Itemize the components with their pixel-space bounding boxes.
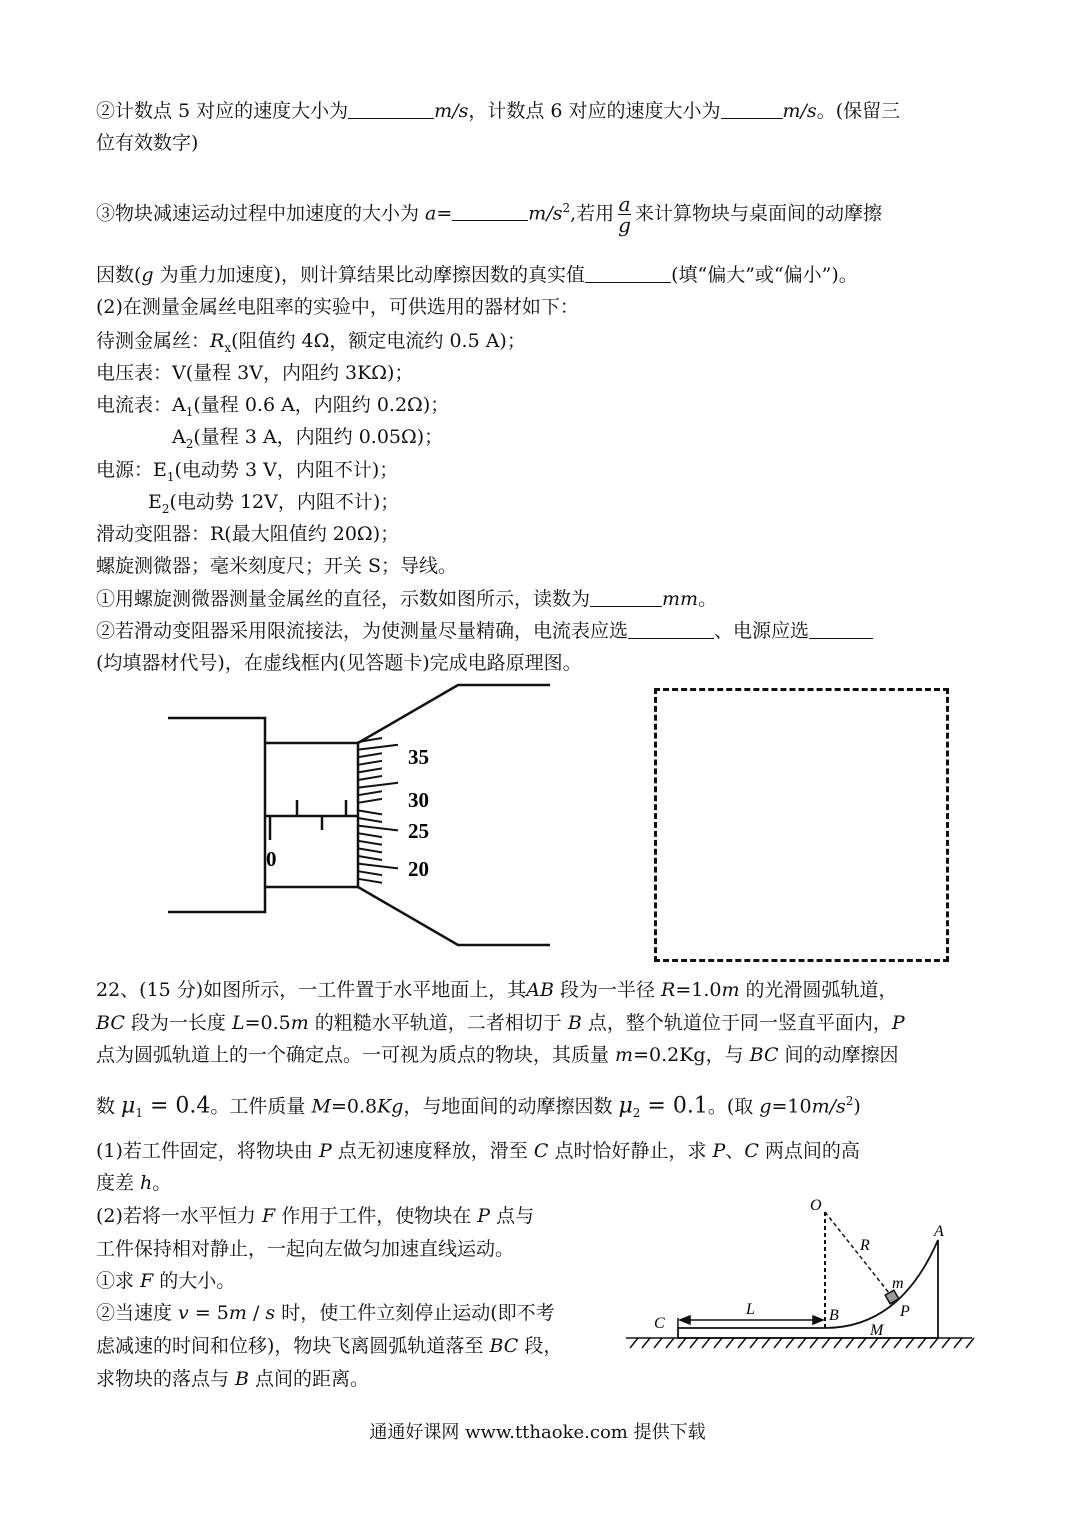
q22-part2-q2-line2: 虑减速的时间和位移)，物块飞离圆弧轨道落至 BC 段， [96,1335,563,1357]
blank-reading[interactable] [590,588,662,607]
thimble-tick [358,776,382,780]
label-p: P [900,1303,910,1320]
ground-hatch [966,1338,974,1348]
ground-hatch [858,1338,866,1348]
thimble-tick [358,753,382,757]
thimble-tick [358,879,382,883]
ground-hatch [750,1338,758,1348]
line-ammeter-a1: 电流表：$A_1$(量程 0.6 A，内阻约 0.2Ω)； [96,394,450,419]
q22-line1: 22、(15 分)如图所示，一工件置于水平地面上，其AB 段为一半径 R=1.0m 的光滑圆弧轨道， [96,979,898,1001]
line-source-e2: $E_2$(电动势 12V，内阻不计)； [148,491,400,516]
thimble-tick [358,871,382,875]
q22-line4: 数 $\mu_1 = 0.4$。工件质量 M=0.8Kg，与地面间的动摩擦因数 $\mu_2 = 0.1$。(取 $g=10m/s^2$) [96,1093,861,1121]
ground-hatch [642,1338,650,1348]
line-friction-compare: 因数(g 为重力加速度)，则计算结果比动摩擦因数的真实值 (填“偏大”或“偏小”)。 [96,264,858,286]
label-b: B [829,1307,839,1324]
sleeve-label-0: 0 [266,847,277,871]
line-reading: ①用螺旋测微器测量金属丝的直径，示数如图所示，读数为 mm。 [96,588,718,610]
arrow-head-right [813,1316,823,1324]
line-voltmeter: 电压表：V(量程 3V，内阻约 3KΩ)； [96,362,414,384]
ground-hatch [762,1338,770,1348]
ground-hatch [630,1338,638,1348]
fraction-a-over-g: $\frac{a}{g}$ [618,191,631,237]
label-c: C [654,1315,665,1332]
thimble-tick [358,761,382,765]
answer-box[interactable] [654,688,949,962]
label-l: L [746,1301,755,1318]
thimble-tick [358,768,382,772]
thimble-tick [358,856,382,860]
line-sig-digits: 位有效数字) [96,132,199,154]
ground-hatch [786,1338,794,1348]
thimble-tick [358,864,398,869]
thimble-tick [358,799,382,803]
line-q3-acceleration: ③物块减速运动过程中加速度的大小为 $a= m/s^2$,若用 $\frac{a}{g}$ 来计算物块与桌面间的动摩擦 [96,191,882,237]
ground-hatch [714,1338,722,1348]
thimble-tick [358,826,398,831]
thimble-label-20: 20 [408,857,429,881]
thimble-label-35: 35 [408,745,429,769]
ground-hatch [882,1338,890,1348]
ground-hatch [738,1338,746,1348]
ground-hatch [930,1338,938,1348]
thimble-label-30: 30 [408,788,429,812]
ground-hatch [726,1338,734,1348]
thimble-label-25: 25 [408,819,429,843]
micrometer-figure [160,680,560,950]
label-a: A [934,1223,944,1240]
ground-hatch [846,1338,854,1348]
thimble-tick [358,783,398,788]
q22-line2: BC 段为一长度 L=0.5m 的粗糙水平轨道，二者相切于 B 点，整个轨道位于同一竖直平面内，P [96,1012,905,1034]
q22-part2-line2: 工件保持相对静止，一起向左做匀加速直线运动。 [96,1238,515,1260]
blank-bias[interactable] [585,264,671,283]
ground-hatch [690,1338,698,1348]
blank-v6[interactable] [721,100,783,119]
anvil-frame [168,718,265,912]
track-figure [620,1190,980,1365]
q22-part1-line1: (1)若工件固定，将物块由 P 点无初速度释放，滑至 C 点时恰好静止，求 P、C 两点间的高 [96,1140,860,1162]
ground-hatch [774,1338,782,1348]
thimble [358,685,550,945]
ground-hatch [810,1338,818,1348]
line-ammeter-a2: $A_2$(量程 3 A，内阻约 0.05Ω)； [172,426,444,451]
label-o: O [810,1197,822,1214]
q22-part2-q2-line1: ②当速度 v = 5m / s 时，使工件立刻停止运动(即不考 [96,1302,555,1324]
ground-hatch [942,1338,950,1348]
q22-line3: 点为圆弧轨道上的一个确定点。一可视为质点的物块，其质量 m=0.2Kg，与 BC 间的动摩擦因 [96,1044,899,1066]
blank-a[interactable] [452,202,528,221]
line-source-e1: 电源：$E_1$(电动势 3 V，内阻不计)； [96,459,399,484]
q22-part2-line1: (2)若将一水平恒力 F 作用于工件，使物块在 P 点与 [96,1205,535,1227]
blank-ammeter[interactable] [628,620,714,639]
label-r: R [860,1237,870,1254]
thimble-tick [358,818,382,822]
thimble-tick [358,810,382,814]
label-m: m [892,1275,904,1292]
ground-hatch [954,1338,962,1348]
thimble-tick [358,791,382,795]
thimble-tick [358,848,382,852]
ground-hatch [870,1338,878,1348]
ground-hatch [894,1338,902,1348]
ground-hatch [702,1338,710,1348]
line-part2-intro: (2)在测量金属丝电阻率的实验中，可供选用的器材如下： [96,296,579,318]
blank-v5[interactable] [348,100,434,119]
line-choose: ②若滑动变阻器采用限流接法，为使测量尽量精确，电流表应选 、电源应选 [96,618,873,644]
line-rx: 待测金属丝：$R_x$(阻值约 4Ω，额定电流约 0.5 A)； [96,330,526,355]
ground-hatch [666,1338,674,1348]
line-q2-velocity: ②计数点 5 对应的速度大小为 m/s，计数点 6 对应的速度大小为 m/s。(保留三 [96,100,901,122]
radius-oblique [825,1212,893,1298]
line-circuit: (均填器材代号)，在虚线框内(见答题卡)完成电路原理图。 [96,652,582,674]
line-rheostat: 滑动变阻器：R(最大阻值约 20Ω)； [96,523,400,545]
thimble-tick [358,841,382,845]
q22-part2-q1: ①求 F 的大小。 [96,1270,236,1292]
thimble-tick [358,745,398,750]
ground-hatch [654,1338,662,1348]
q22-part1-line2: 度差 h。 [96,1172,172,1194]
footer: 通通好课网 www.tthaoke.com 提供下载 [369,1422,706,1443]
ground-hatch [678,1338,686,1348]
line-tools: 螺旋测微器；毫米刻度尺；开关 S；导线。 [96,555,458,577]
ground-hatch [906,1338,914,1348]
thimble-tick [358,833,382,837]
ground-hatch [834,1338,842,1348]
arrow-head-left [680,1316,690,1324]
q22-part2-q2-line3: 求物块的落点与 B 点间的距离。 [96,1368,370,1390]
blank-source[interactable] [809,620,873,639]
ground-hatch [798,1338,806,1348]
label-mass-m: M [870,1322,884,1339]
ground-hatch [918,1338,926,1348]
ground-hatch [822,1338,830,1348]
